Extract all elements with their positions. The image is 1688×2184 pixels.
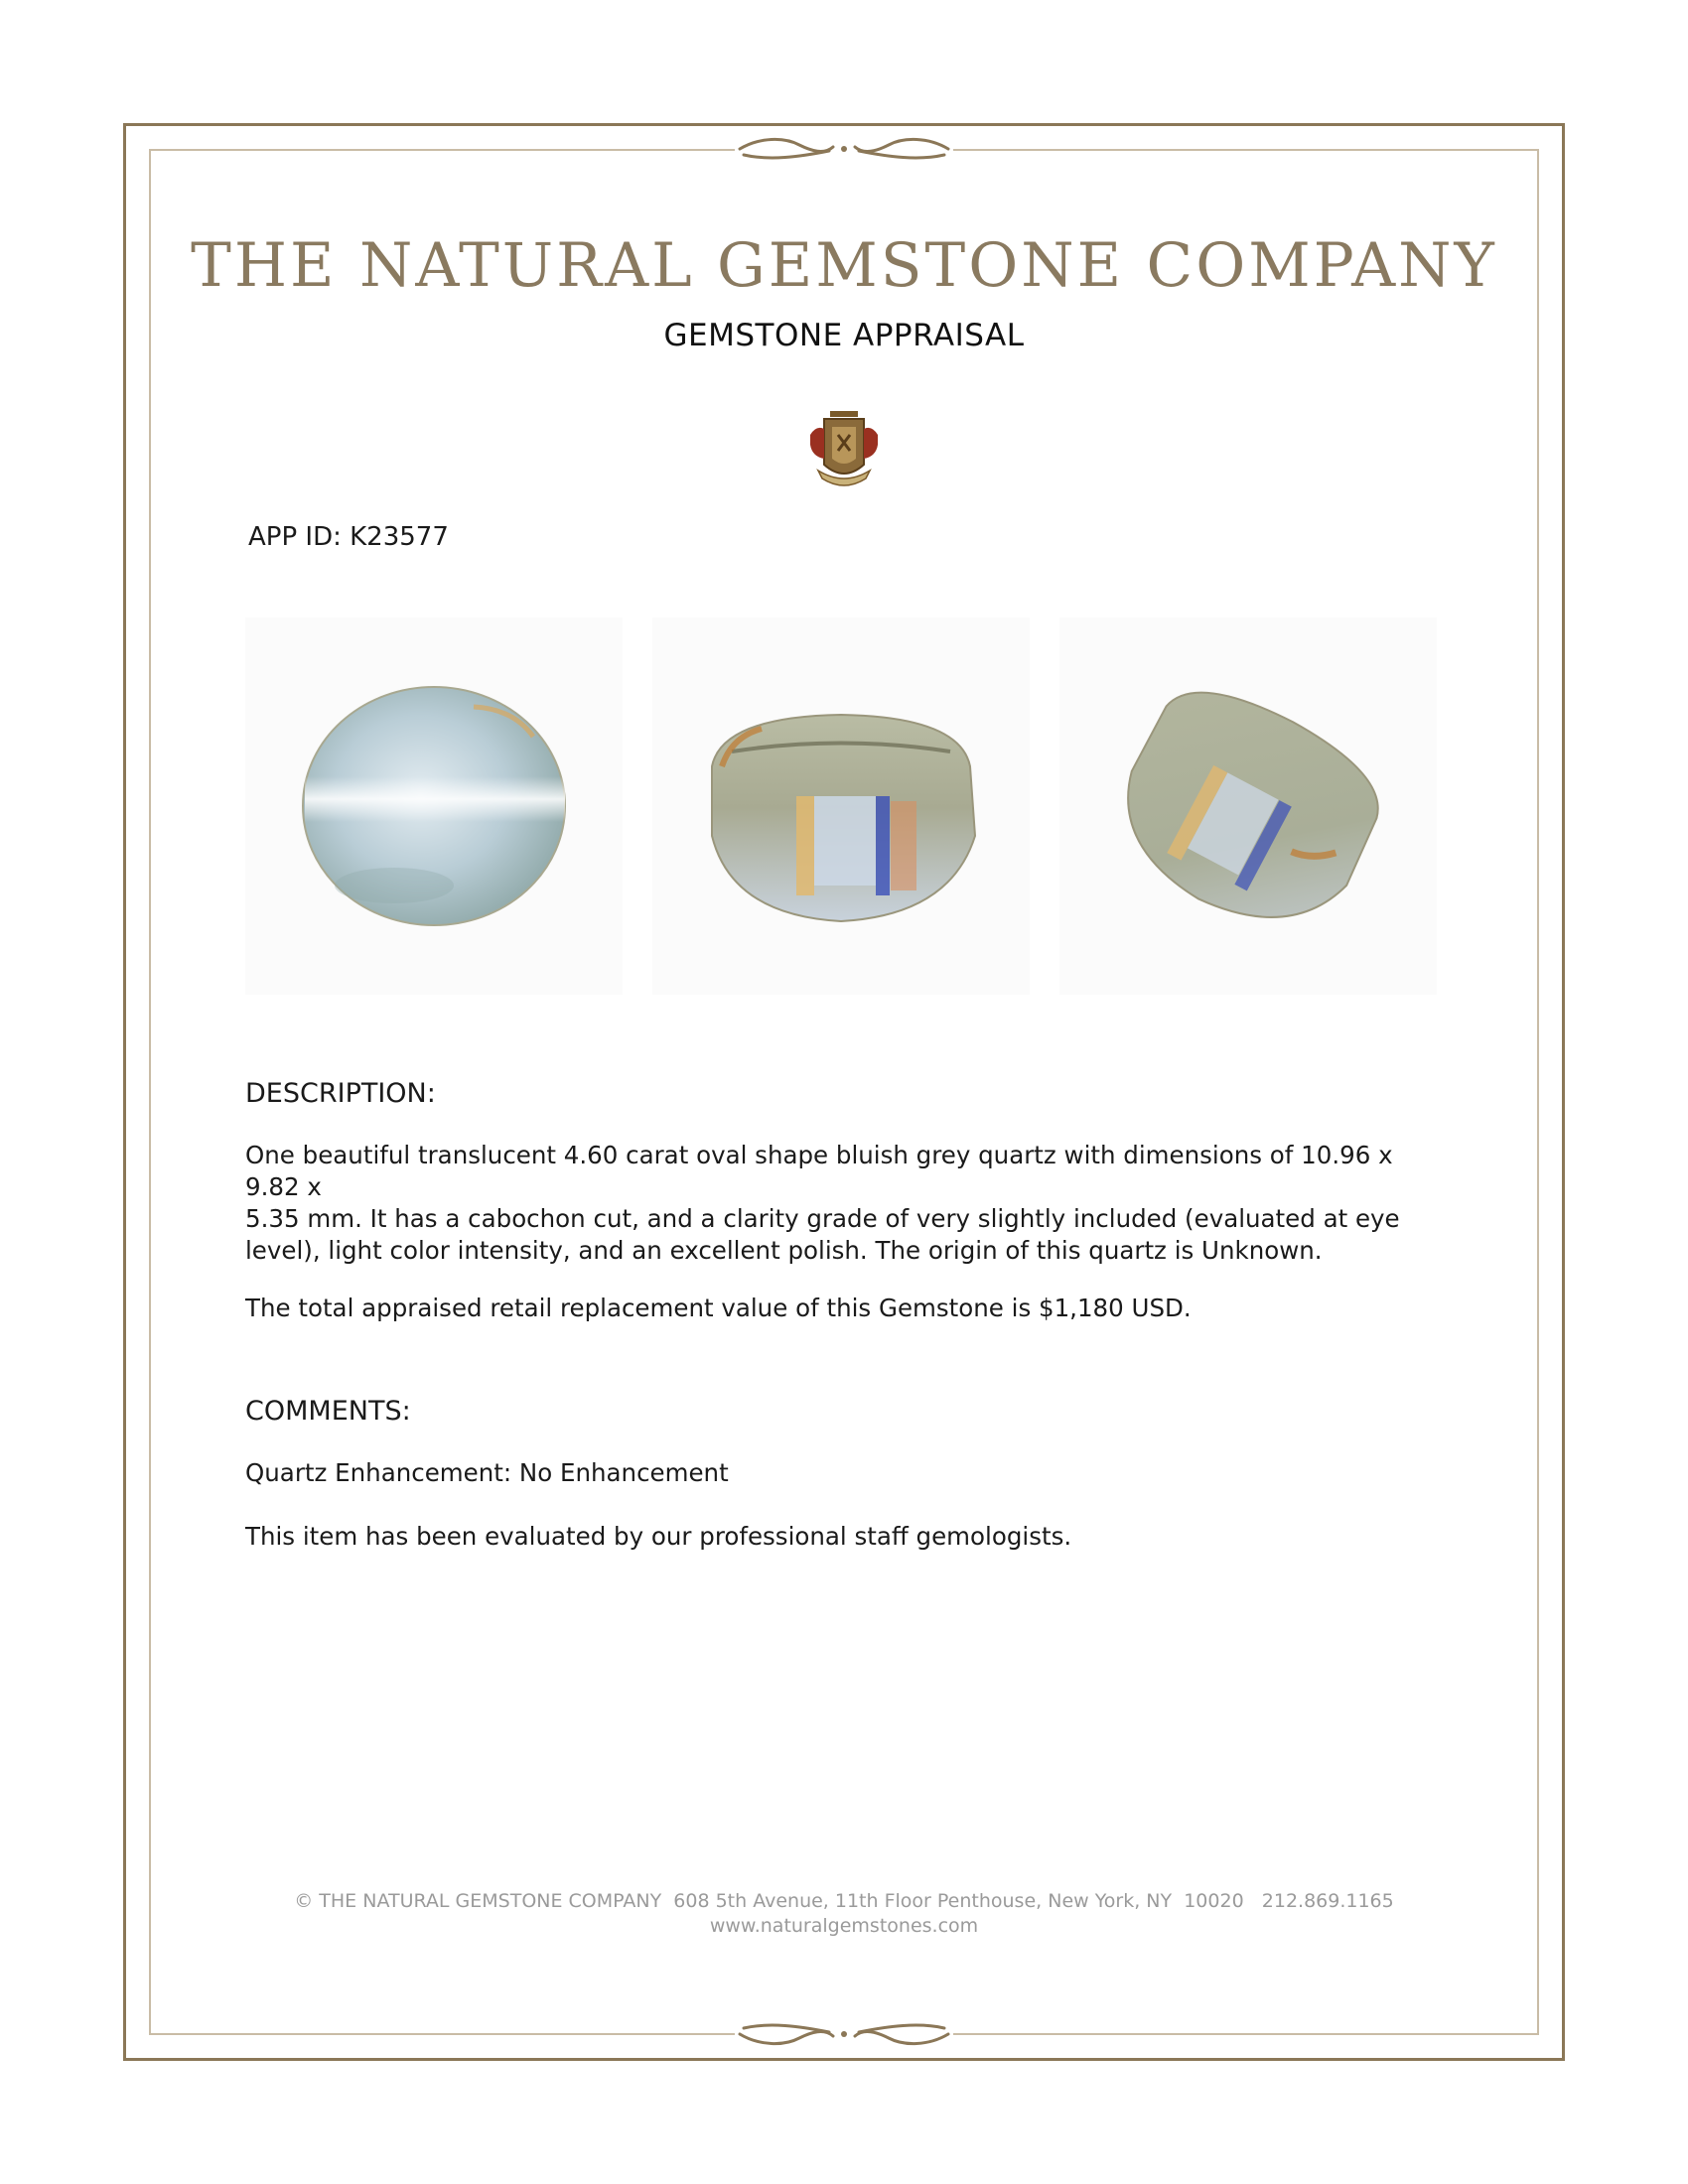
footer-website: www.naturalgemstones.com bbox=[709, 1915, 979, 1937]
inner-line-top-right bbox=[953, 149, 1539, 151]
inner-line-bottom-left bbox=[149, 2033, 735, 2035]
gem-image-side-view bbox=[652, 617, 1030, 995]
inner-line-left bbox=[149, 149, 151, 2035]
app-id bbox=[248, 522, 449, 552]
inner-line-bottom-right bbox=[953, 2033, 1539, 2035]
appraised-value-statement: The total appraised retail replacement value of this Gemstone is $1,180 USD. bbox=[245, 1294, 1192, 1322]
document-title: GEMSTONE APPRAISAL bbox=[663, 318, 1025, 353]
company-crest-logo bbox=[802, 405, 886, 494]
gem-image-angled-view bbox=[1059, 617, 1437, 995]
description-line: level), light color intensity, and an excellent polish. The origin of this quartz is Unknown. bbox=[245, 1236, 1323, 1265]
company-name-heading: THE NATURAL GEMSTONE COMPANY bbox=[191, 230, 1497, 301]
evaluation-note: This item has been evaluated by our professional staff gemologists. bbox=[245, 1522, 1072, 1551]
gem-image-top-view bbox=[245, 617, 623, 995]
inner-line-top-left bbox=[149, 149, 735, 151]
app-id-value: K23577 bbox=[350, 522, 449, 552]
footer-address: © THE NATURAL GEMSTONE COMPANY 608 5th Avenue, 11th Floor Penthouse, New York, NY 10020 212.869.1165 bbox=[294, 1890, 1394, 1912]
inner-line-right bbox=[1537, 149, 1539, 2035]
comments-heading: COMMENTS: bbox=[245, 1396, 411, 1427]
description-heading: DESCRIPTION: bbox=[245, 1078, 436, 1109]
description-line: One beautiful translucent 4.60 carat oval shape bluish grey quartz with dimensions of 10.96 x 9.82 x bbox=[245, 1141, 1393, 1201]
description-line: 5.35 mm. It has a cabochon cut, and a clarity grade of very slightly included (evaluated at eye bbox=[245, 1204, 1400, 1233]
description-text bbox=[245, 1140, 1452, 1267]
app-id-label: APP ID: bbox=[248, 522, 342, 552]
scroll-ornament-top bbox=[730, 131, 958, 167]
enhancement-note: Quartz Enhancement: No Enhancement bbox=[245, 1458, 729, 1487]
scroll-ornament-bottom bbox=[730, 2016, 958, 2052]
